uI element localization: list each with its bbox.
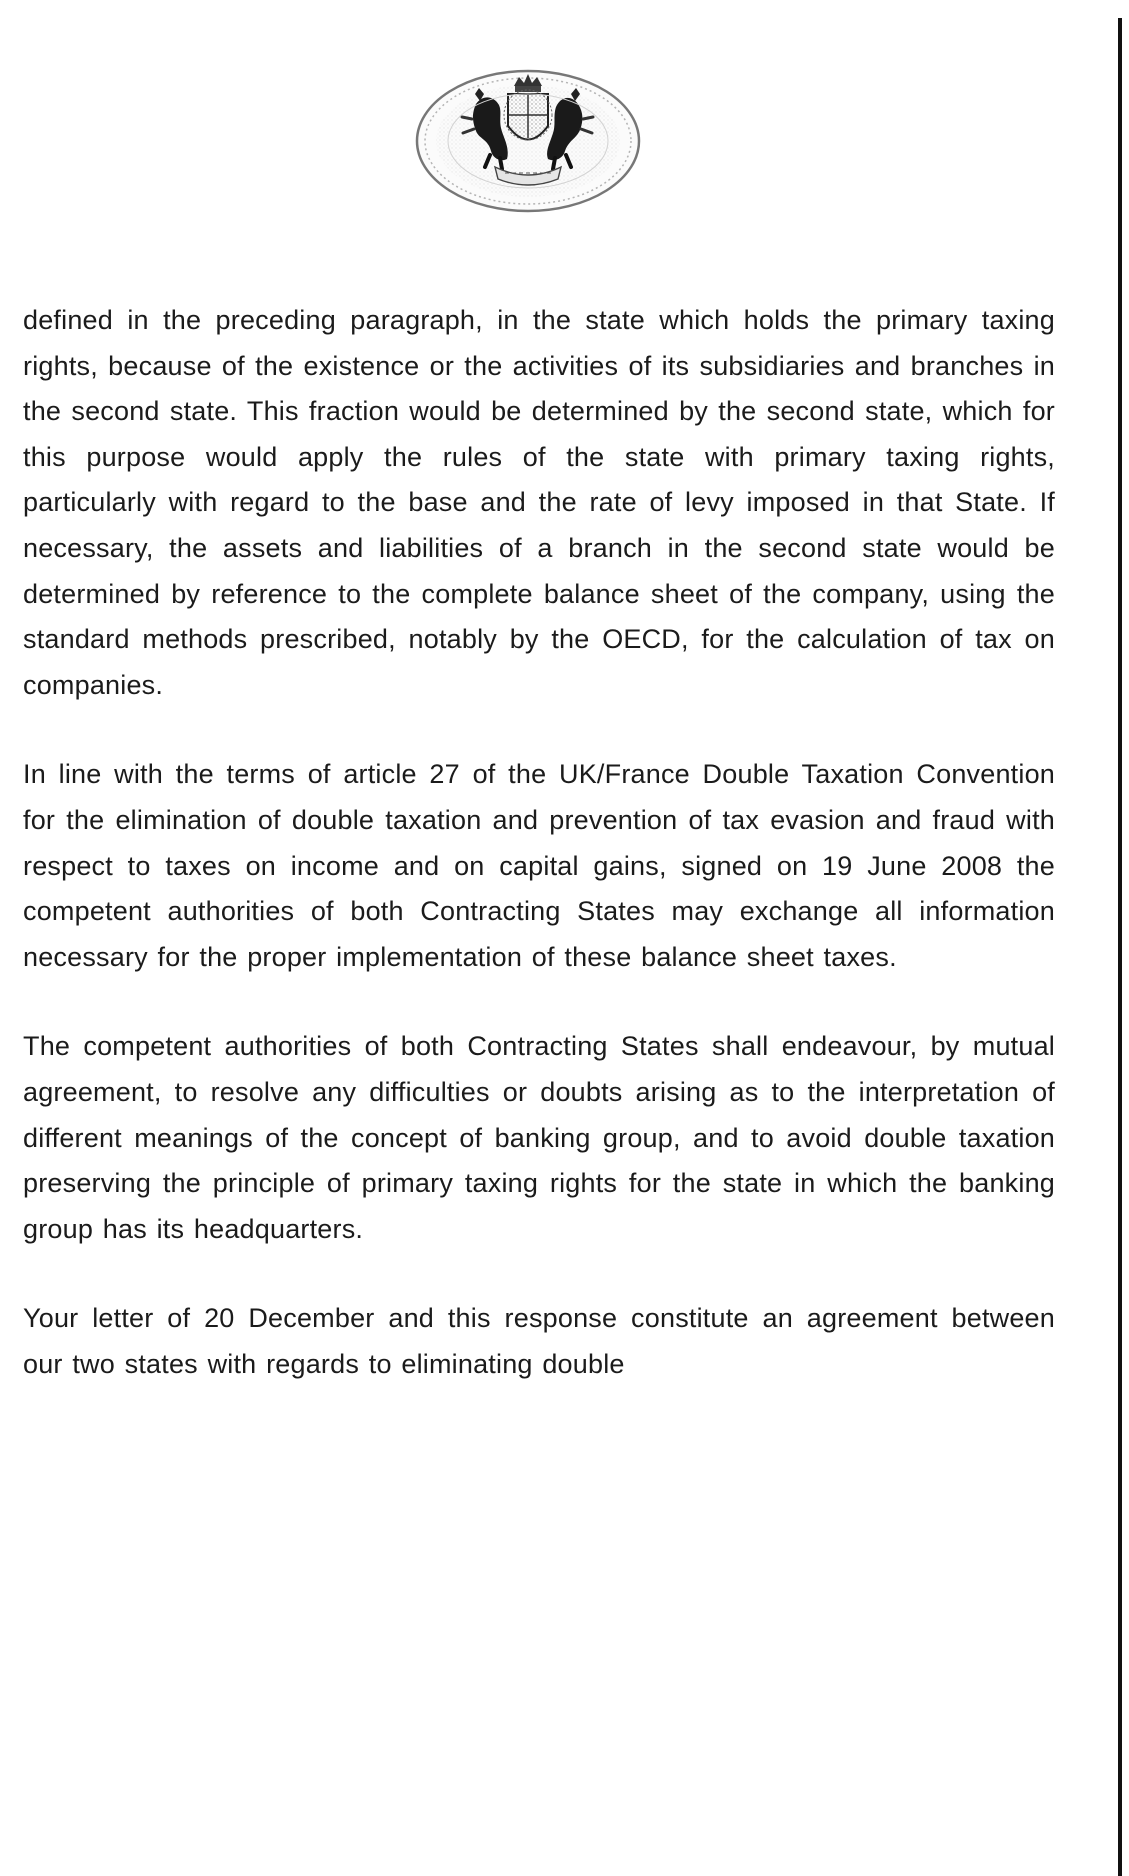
paragraph-1: defined in the preceding paragraph, in the state which holds the primary taxing rights, because of the existence or the activities of its subsidiaries and branches in the second state. This fraction would be determined by the second state, which for this purpose would apply the rules of the state with primary taxing rights, particularly with regard to the base and the rate of levy imposed in that State. If necessary, the assets and liabilities of a branch in the second state would be determined by reference to the complete balance sheet of the company, using the standard methods prescribed, notably by the OECD, for the calculation of tax on companies. xyxy=(23,305,1055,700)
paragraph-2: In line with the terms of article 27 of the UK/France Double Taxation Convention for the elimination of double taxation and prevention of tax evasion and fraud with respect to taxes on income and on capital gains, signed on 19 June 2008 the competent authorities of both Contracting States may exchange all information necessary for the proper implementation of these balance sheet taxes. xyxy=(23,759,1055,972)
page-right-border xyxy=(1118,18,1122,1876)
letter-body xyxy=(23,298,1055,1387)
royal-coat-of-arms-seal-icon xyxy=(411,63,645,219)
paragraph-4: Your letter of 20 December and this response constitute an agreement between our two states with regards to eliminating double xyxy=(23,1303,1055,1379)
paragraph-3: The competent authorities of both Contracting States shall endeavour, by mutual agreement, to resolve any difficulties or doubts arising as to the interpretation of different meanings of the concept of banking group, and to avoid double taxation preserving the principle of primary taxing rights for the state in which the banking group has its headquarters. xyxy=(23,1031,1055,1244)
